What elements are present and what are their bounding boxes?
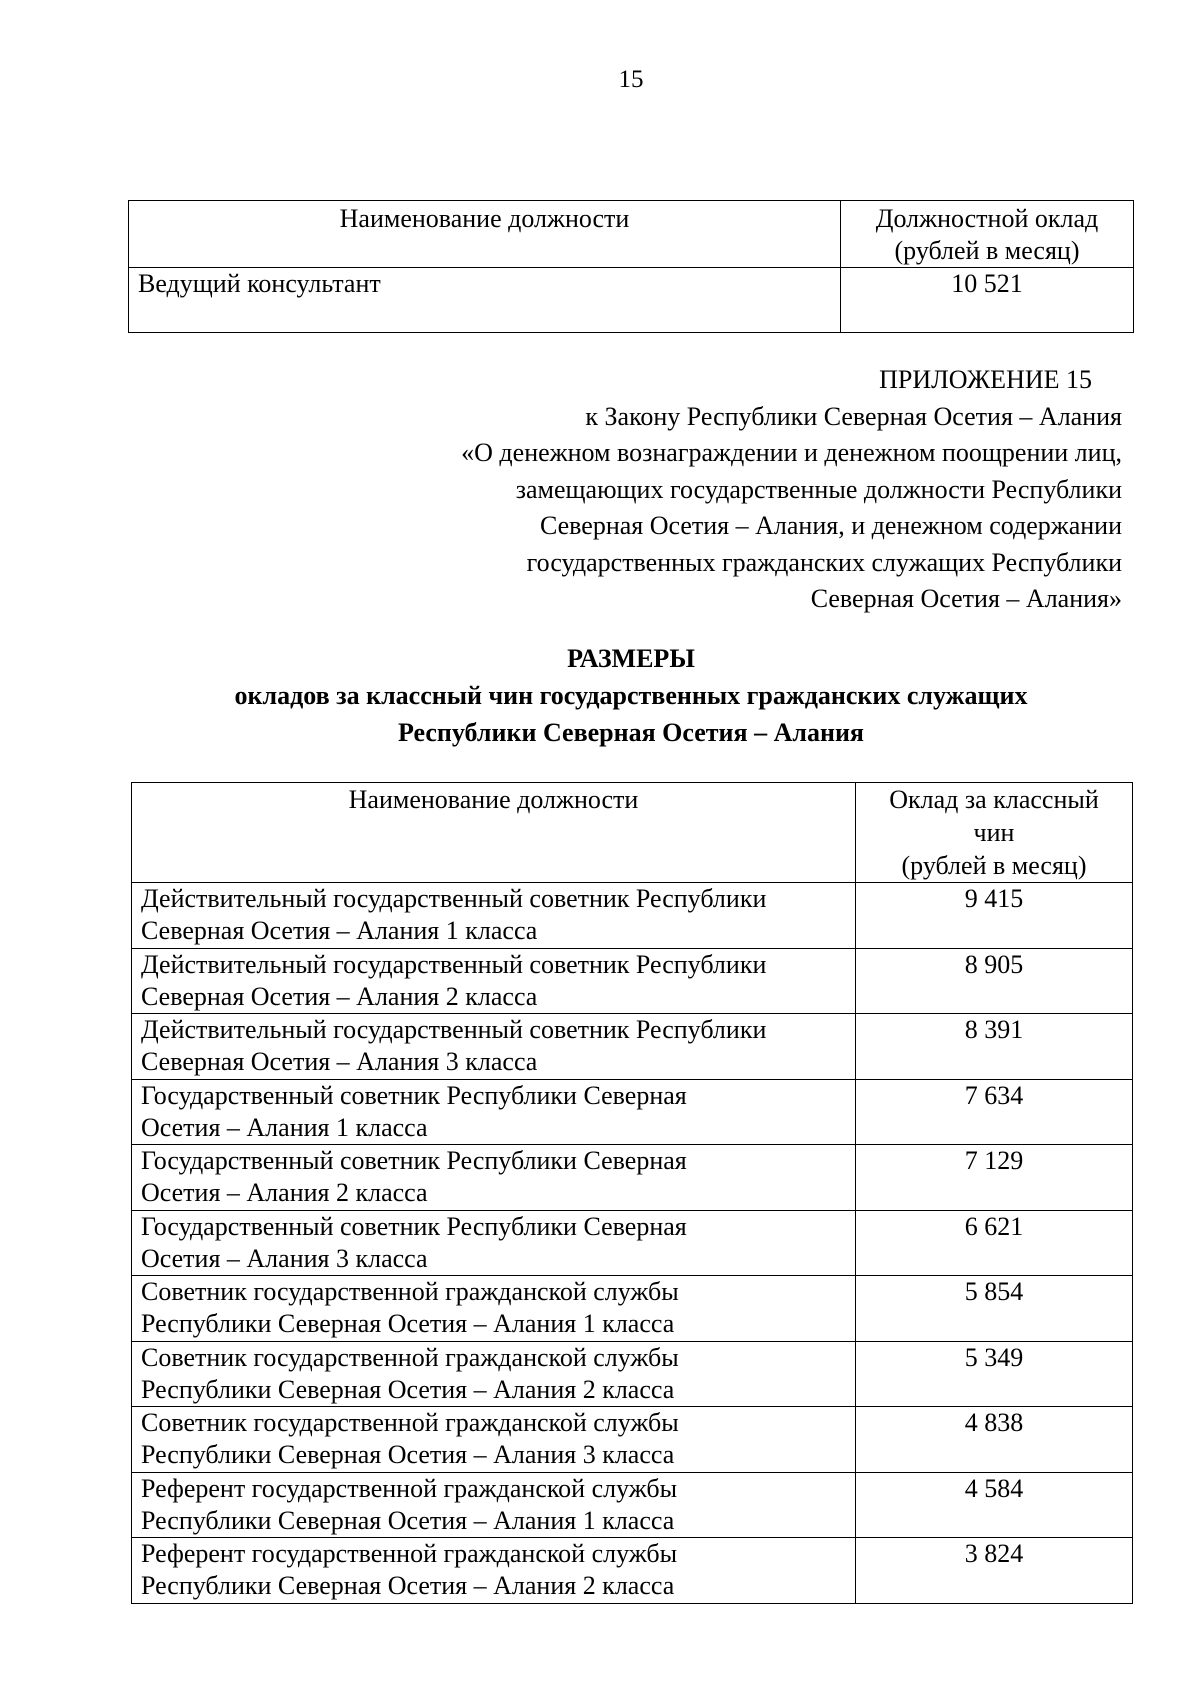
page-number: 15 xyxy=(618,66,644,93)
table-row xyxy=(132,1145,1133,1211)
position-line: Северная Осетия – Алания 1 класса xyxy=(141,916,538,945)
position-line: Советник государственной гражданской службы xyxy=(141,1342,679,1372)
salary-table xyxy=(128,200,1134,333)
position-line: Осетия – Алания 3 класса xyxy=(141,1243,428,1273)
position-line: Советник государственной гражданской службы xyxy=(141,1277,679,1306)
position-line: Референт государственной гражданской службы xyxy=(141,1539,678,1568)
salary-cell: 4 584 xyxy=(856,1472,1133,1538)
position-cell xyxy=(132,1538,856,1604)
heading-subtitle-line1: окладов за классный чин государственных гражданских служащих xyxy=(234,681,1028,710)
position-line: Советник государственной гражданской службы xyxy=(141,1408,679,1437)
salary-cell: 4 838 xyxy=(856,1407,1133,1473)
table-row xyxy=(132,948,1133,1014)
position-line: Северная Осетия – Алания 3 класса xyxy=(141,1047,538,1076)
position-line: Республики Северная Осетия – Алания 3 класса xyxy=(141,1440,675,1469)
position-cell xyxy=(132,948,856,1014)
appendix-line: государственных гражданских служащих Республики xyxy=(526,547,1122,577)
appendix-line: Северная Осетия – Алания» xyxy=(810,584,1122,613)
table-row xyxy=(132,1079,1133,1145)
position-cell xyxy=(132,1079,856,1145)
position-line: Республики Северная Осетия – Алания 2 класса xyxy=(141,1374,675,1404)
appendix-block xyxy=(222,362,1122,618)
appendix-line: замещающих государственные должности Республики xyxy=(515,474,1122,504)
position-line: Государственный советник Республики Северная xyxy=(141,1146,687,1175)
appendix-line: Северная Осетия – Алания, и денежном содержании xyxy=(539,511,1122,540)
salary-cell: 5 349 xyxy=(856,1341,1133,1407)
position-cell xyxy=(132,1407,856,1473)
salary-cell: 10 521 xyxy=(841,268,1134,333)
header-position xyxy=(132,783,856,883)
header-salary-line2: (рублей в месяц) xyxy=(894,236,1080,265)
position-cell xyxy=(132,883,856,949)
salary-cell: 3 824 xyxy=(856,1538,1133,1604)
position-line: Осетия – Алания 2 класса xyxy=(141,1178,428,1207)
position-cell xyxy=(132,1014,856,1080)
position-cell: Ведущий консультант xyxy=(129,268,841,333)
position-line: Референт государственной гражданской службы xyxy=(141,1473,678,1503)
heading-title: РАЗМЕРЫ xyxy=(567,644,695,673)
position-cell xyxy=(132,1210,856,1276)
table-row xyxy=(132,1472,1133,1538)
table-row xyxy=(132,1341,1133,1407)
position-line: Республики Северная Осетия – Алания 2 класса xyxy=(141,1571,675,1600)
table-row xyxy=(132,1014,1133,1080)
header-salary xyxy=(841,201,1134,268)
position-line: Действительный государственный советник Республики xyxy=(141,949,767,979)
salary-cell: 7 634 xyxy=(856,1079,1133,1145)
appendix-line: к Закону Республики Северная Осетия – Алания xyxy=(585,401,1122,431)
position-line: Действительный государственный советник Республики xyxy=(141,884,767,913)
table-row xyxy=(132,1210,1133,1276)
position-cell xyxy=(132,1145,856,1211)
header-salary xyxy=(856,783,1133,883)
table-row xyxy=(129,268,1134,333)
header-position-label: Наименование должности xyxy=(339,204,630,233)
position-line: Государственный советник Республики Северная xyxy=(141,1080,687,1110)
position-line: Республики Северная Осетия – Алания 1 класса xyxy=(141,1309,675,1338)
header-salary-line1: Оклад за классный xyxy=(889,785,1099,814)
position-line: Северная Осетия – Алания 2 класса xyxy=(141,981,538,1011)
table-row xyxy=(132,883,1133,949)
table-row xyxy=(132,1538,1133,1604)
salary-cell: 9 415 xyxy=(856,883,1133,949)
appendix-title: ПРИЛОЖЕНИЕ 15 xyxy=(879,365,1092,394)
position-line: Осетия – Алания 1 класса xyxy=(141,1112,428,1142)
position-cell xyxy=(132,1341,856,1407)
rank-salary-table xyxy=(131,782,1133,1604)
table-header-row xyxy=(129,201,1134,268)
position-line: Действительный государственный советник Республики xyxy=(141,1015,767,1044)
position-cell xyxy=(132,1472,856,1538)
position-cell xyxy=(132,1276,856,1342)
position-line: Республики Северная Осетия – Алания 1 класса xyxy=(141,1505,675,1535)
appendix-line: «О денежном вознаграждении и денежном поощрении лиц, xyxy=(461,438,1122,467)
header-salary-line2: чин xyxy=(973,818,1015,847)
header-position-label: Наименование должности xyxy=(348,785,639,814)
table-header-row xyxy=(132,783,1133,883)
header-salary-line1: Должностной оклад xyxy=(875,204,1099,233)
salary-cell: 8 905 xyxy=(856,948,1133,1014)
header-salary-line3: (рублей в месяц) xyxy=(901,851,1087,880)
salary-cell: 8 391 xyxy=(856,1014,1133,1080)
table-row xyxy=(132,1276,1133,1342)
header-position xyxy=(129,201,841,268)
salary-cell: 7 129 xyxy=(856,1145,1133,1211)
position-line: Государственный советник Республики Северная xyxy=(141,1211,687,1241)
salary-cell: 5 854 xyxy=(856,1276,1133,1342)
heading-subtitle-line2: Республики Северная Осетия – Алания xyxy=(397,718,864,747)
document-heading xyxy=(0,640,1200,751)
salary-cell: 6 621 xyxy=(856,1210,1133,1276)
table-row xyxy=(132,1407,1133,1473)
